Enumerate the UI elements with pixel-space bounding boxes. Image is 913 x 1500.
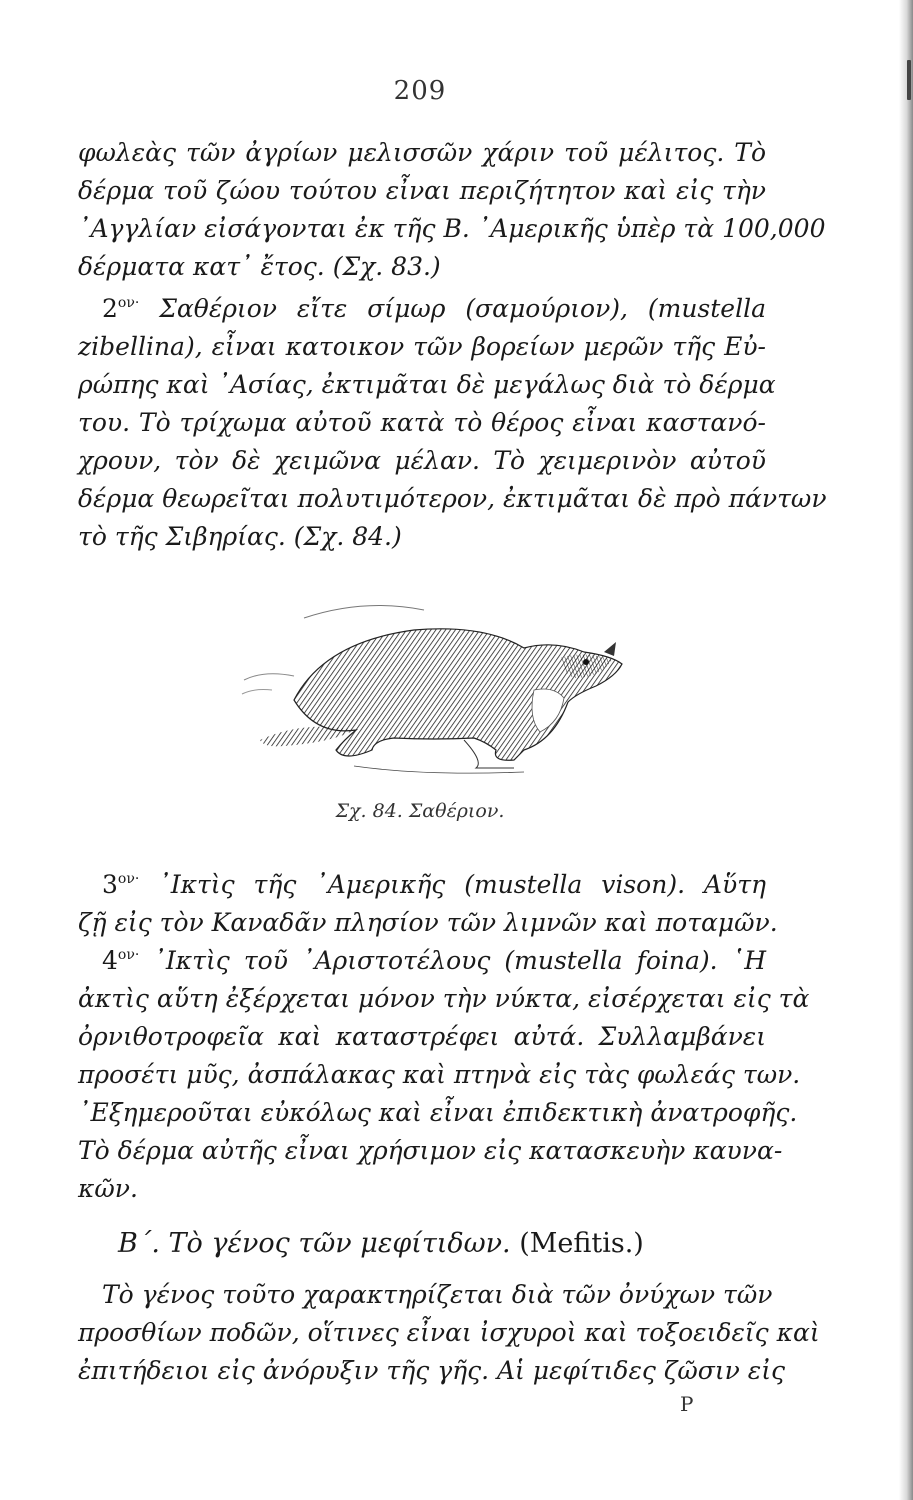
text-line: δέρμα τοῦ ζώου τούτου εἶναι περιζήτητον καὶ εἰς τὴν	[78, 176, 766, 205]
text-line-content: ᾿Ικτὶς τῆς ᾿Αμερικῆς (mustella vison). Αὕτη	[158, 870, 766, 899]
page-edge-shadow	[899, 0, 913, 1500]
text-line: προσέτι μῦς, ἀσπάλακας καὶ πτηνὰ εἰς τὰς φωλεάς των.	[78, 1060, 801, 1089]
text-line	[78, 860, 766, 904]
section-heading	[118, 1228, 644, 1259]
paragraph-4	[78, 936, 810, 1208]
text-line: ἀκτὶς αὕτη ἐξέρχεται μόνον τὴν νύκτα, εἰσέρχεται εἰς τὰ	[78, 984, 810, 1013]
text-line: προσθίων ποδῶν, οἵτινες εἶναι ἰσχυροὶ καὶ τοξοειδεῖς καὶ	[78, 1318, 820, 1347]
paragraph-6	[78, 1276, 820, 1390]
paragraph-1	[78, 134, 826, 286]
section-heading-greek: Β΄. Τὸ γένος τῶν μεφίτιδων.	[118, 1228, 511, 1259]
text-line: του. Τὸ τρίχωμα αὐτοῦ κατὰ τὸ θέρος εἶναι καστανό-	[78, 408, 766, 437]
text-line: ᾿Αγγλίαν εἰσάγονται ἐκ τῆς Β. ᾿Αμερικῆς ὑπὲρ τὰ 100,000	[78, 214, 826, 243]
signature-mark: P	[680, 1392, 694, 1416]
text-line: τὸ τῆς Σιβηρίας. (Σχ. 84.)	[78, 522, 402, 551]
text-line	[78, 284, 766, 328]
item-number-suffix: ον·	[117, 947, 140, 963]
item-number-suffix: ον·	[117, 295, 140, 311]
sable-illustration	[224, 590, 634, 800]
text-line: Τὸ γένος τοῦτο χαρακτηρίζεται διὰ τῶν ὀνύχων τῶν	[102, 1280, 773, 1309]
figure-caption: Σχ. 84. Σαθέριον.	[335, 800, 505, 822]
paragraph-2	[78, 284, 827, 556]
text-line: ὀρνιθοτροφεῖα καὶ καταστρέφει αὐτά. Συλλαμβάνει	[78, 1022, 766, 1051]
text-line: δέρμα θεωρεῖται πολυτιμότερον, ἐκτιμᾶται δὲ πρὸ πάντων	[78, 484, 827, 513]
text-line: κῶν.	[78, 1174, 138, 1203]
text-line-content: ᾿Ικτὶς τοῦ ᾿Αριστοτέλους (mustella foina). ῾Η	[153, 946, 766, 975]
text-line	[78, 936, 766, 980]
page-edge-tab	[907, 60, 911, 100]
item-number: 3	[102, 870, 118, 899]
text-line: ἐπιτήδειοι εἰς ἀνόρυξιν τῆς γῆς. Αἱ μεφίτιδες ζῶσιν εἰς	[78, 1356, 785, 1385]
text-line-content: Σαθέριον εἴτε σίμωρ (σαμούριον), (mustella	[159, 294, 766, 323]
page-number: 209	[393, 76, 447, 106]
text-line: δέρματα κατ᾽ ἔτος. (Σχ. 83.)	[78, 252, 441, 281]
text-line: ζῇ εἰς τὸν Καναδᾶν πλησίον τῶν λιμνῶν καὶ ποταμῶν.	[78, 908, 778, 937]
item-number: 4	[102, 946, 118, 975]
text-line: Τὸ δέρμα αὐτῆς εἶναι χρήσιμον εἰς κατασκευὴν καυνα-	[78, 1136, 783, 1165]
text-line: ᾿Εξημεροῦται εὐκόλως καὶ εἶναι ἐπιδεκτικὴ ἀνατροφῆς.	[78, 1098, 798, 1127]
text-line: ρώπης καὶ ᾿Ασίας, ἐκτιμᾶται δὲ μεγάλως διὰ τὸ δέρμα	[78, 370, 776, 399]
item-number: 2	[102, 294, 118, 323]
text-line: χρουν, τὸν δὲ χειμῶνα μέλαν. Τὸ χειμερινὸν αὐτοῦ	[78, 446, 766, 475]
section-heading-latin: (Mefitis.)	[519, 1228, 644, 1259]
paragraph-3	[78, 860, 778, 942]
text-line: zibellina), εἶναι κατοικον τῶν βορείων μερῶν τῆς Εὐ-	[78, 332, 766, 361]
text-line: φωλεὰς τῶν ἀγρίων μελισσῶν χάριν τοῦ μέλιτος. Τὸ	[78, 138, 766, 167]
item-number-suffix: ον·	[117, 871, 140, 887]
